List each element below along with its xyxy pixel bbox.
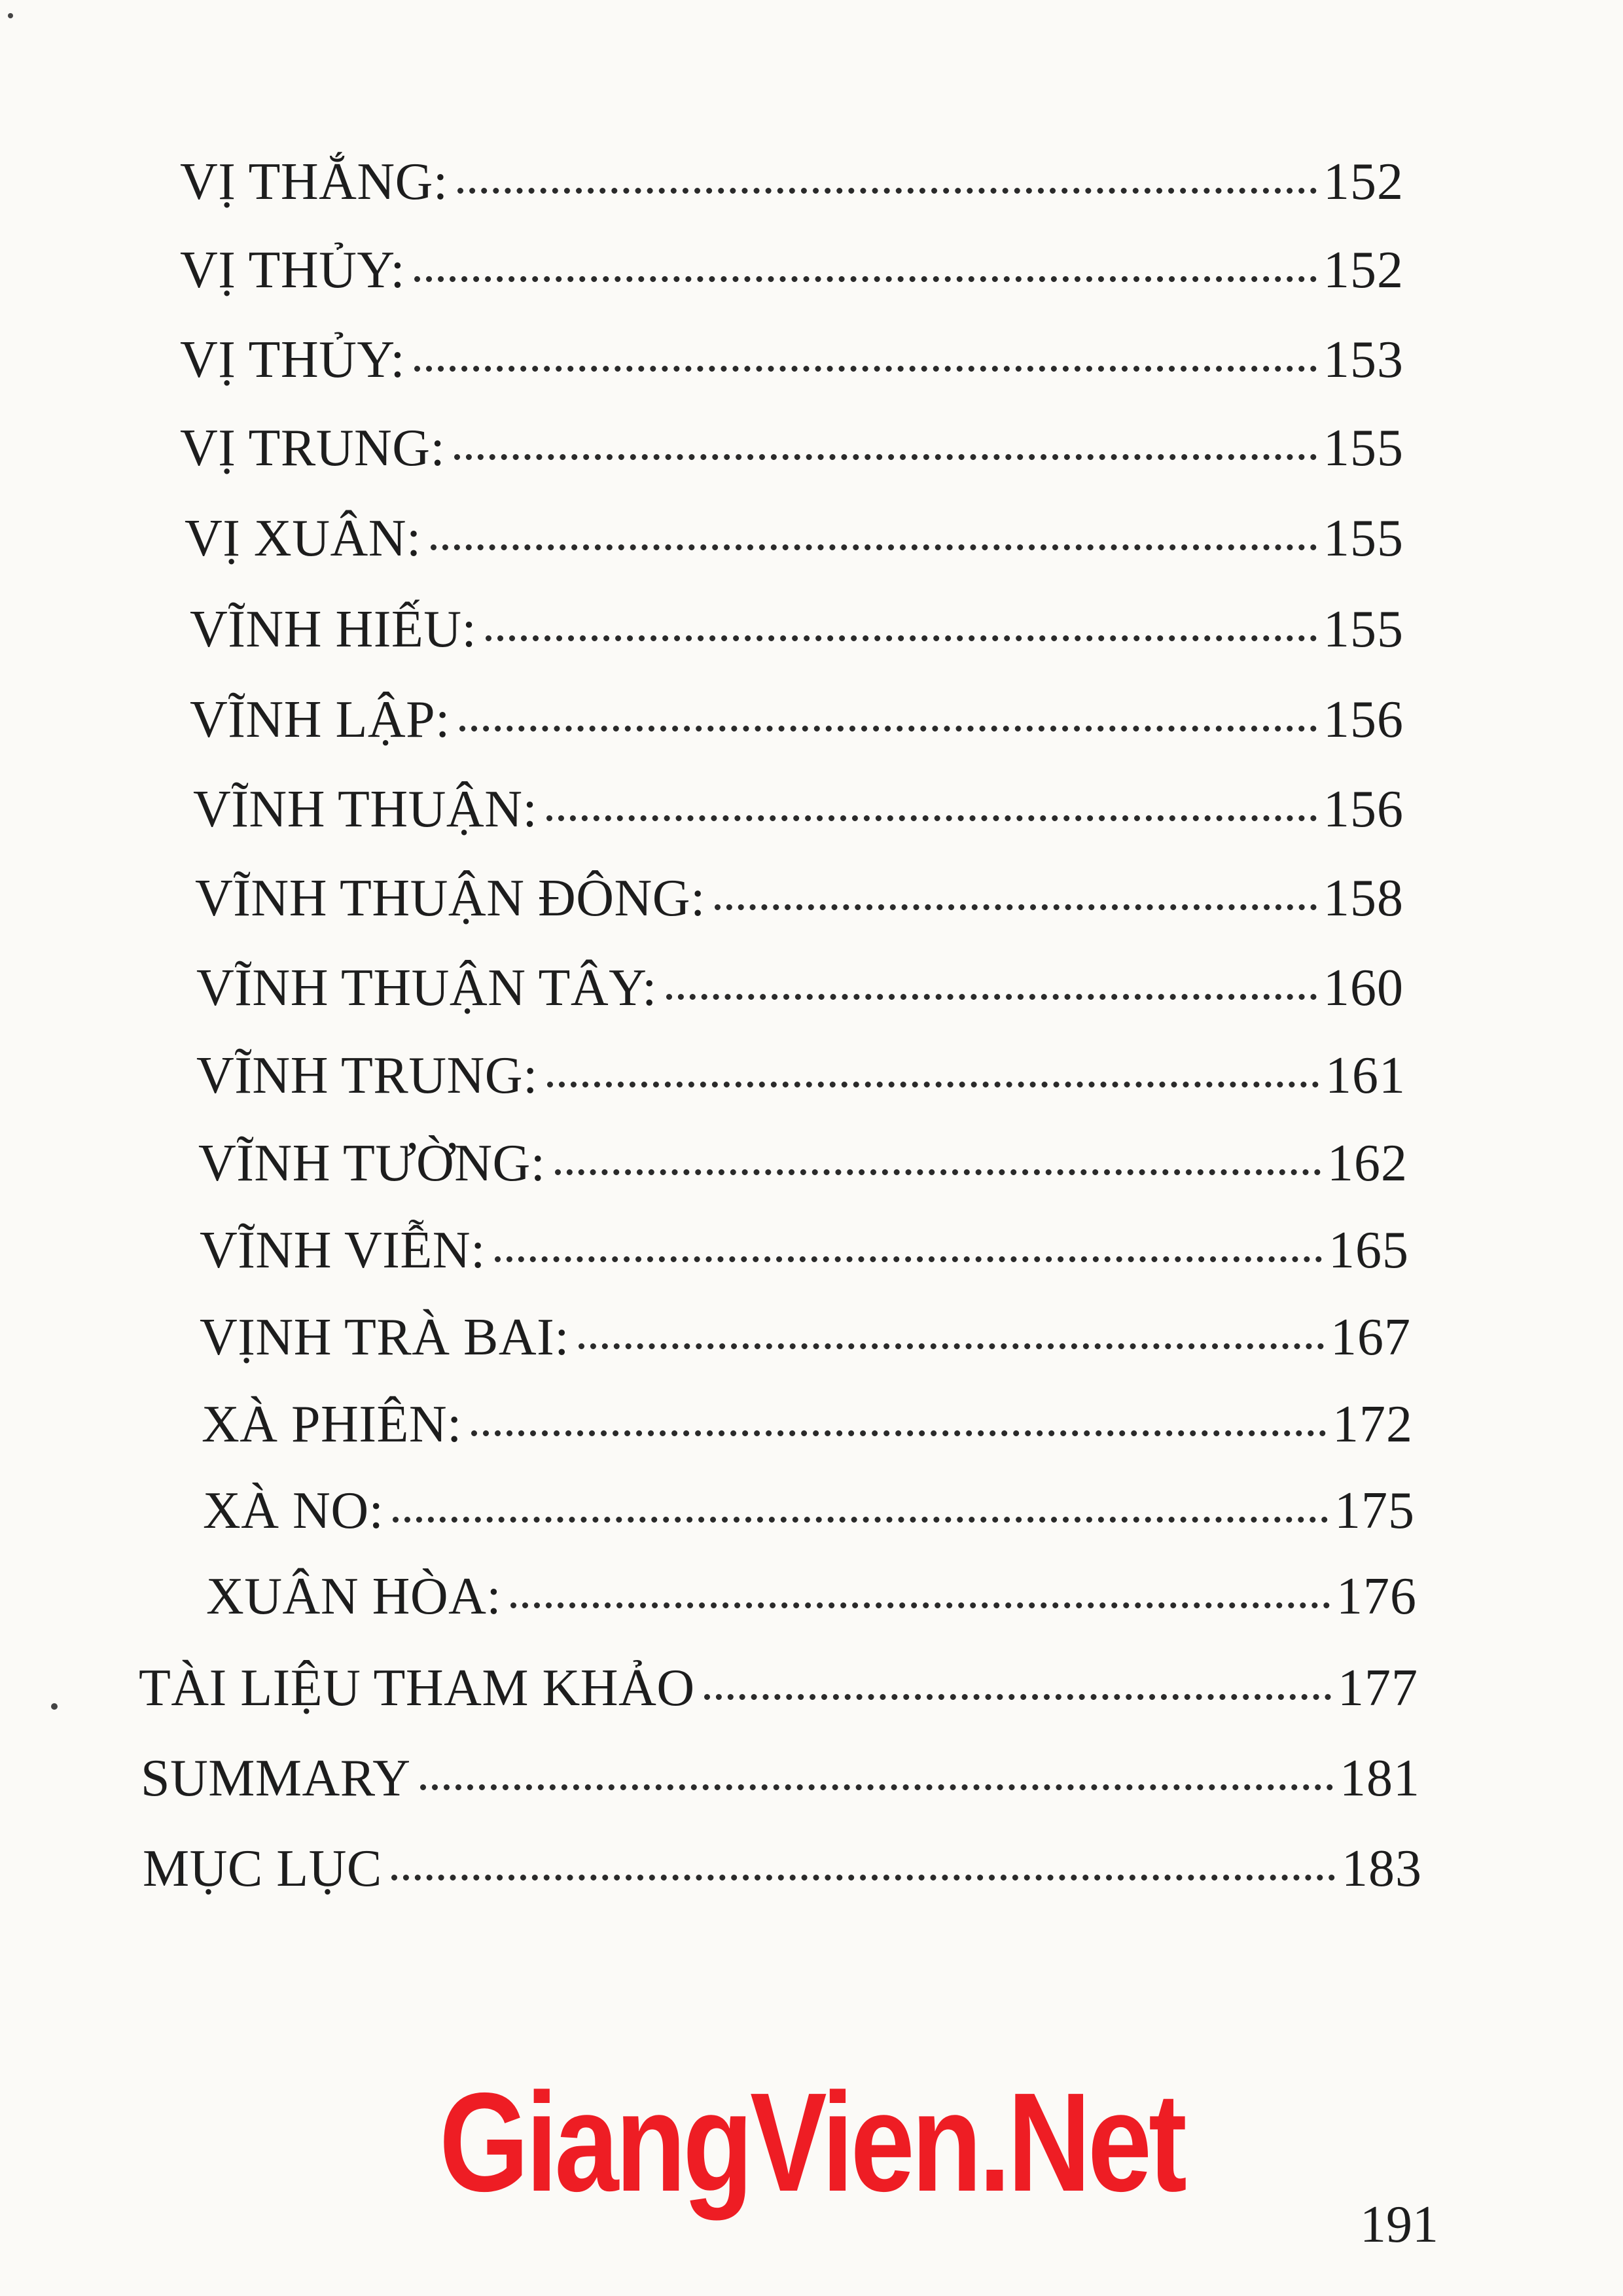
toc-entry-label: TÀI LIỆU THAM KHẢO	[139, 1659, 695, 1717]
toc-entry-label: VĨNH VIỄN:	[200, 1222, 486, 1279]
toc-entry	[206, 1570, 1417, 1633]
toc-entry	[200, 1311, 1411, 1374]
toc-entry-label: VĨNH TRUNG:	[196, 1047, 538, 1104]
toc-entry	[198, 1137, 1408, 1200]
toc-entry-label: VỊ THỦY:	[180, 241, 406, 299]
toc-entry-page: 183	[1342, 1840, 1422, 1898]
toc-entry-label: VỊ THỦY:	[180, 331, 406, 389]
toc-entry	[141, 1752, 1420, 1815]
toc-entry-page: 172	[1332, 1396, 1413, 1453]
toc-leader-dots	[510, 1602, 1330, 1608]
toc-leader-dots	[471, 1430, 1326, 1436]
toc-leader-dots	[579, 1343, 1324, 1349]
toc-entry-label: MỤC LỤC	[143, 1840, 382, 1898]
toc-entry-page: 155	[1323, 419, 1404, 477]
toc-entry	[196, 1047, 1406, 1112]
toc-entry	[202, 1398, 1413, 1461]
toc-entry-page: 162	[1327, 1135, 1408, 1192]
toc-entry-label: SUMMARY	[141, 1750, 411, 1807]
toc-leader-dots	[391, 1875, 1335, 1881]
toc-leader-dots	[715, 904, 1317, 910]
toc-entry	[190, 691, 1404, 756]
toc-leader-dots	[486, 635, 1317, 641]
toc-entry-page: 181	[1340, 1750, 1420, 1807]
toc-leader-dots	[547, 1082, 1319, 1087]
toc-entry-label: VĨNH HIẾU:	[190, 601, 477, 658]
toc-leader-dots	[454, 454, 1317, 460]
toc-leader-dots	[666, 994, 1317, 1000]
toc-leader-dots	[393, 1517, 1328, 1523]
toc-leader-dots	[546, 815, 1317, 821]
toc-entry-page: 155	[1323, 510, 1404, 567]
toc-entry	[193, 783, 1404, 846]
toc-entry	[196, 959, 1404, 1025]
toc-entry-label: VỊ TRUNG:	[180, 419, 446, 477]
toc-entry	[190, 603, 1404, 666]
scan-speck	[8, 13, 13, 18]
toc-entry-page: 156	[1323, 691, 1404, 749]
toc-entry	[180, 241, 1404, 307]
toc-entry-label: VĨNH THUẬN TÂY:	[196, 959, 657, 1017]
toc-leader-dots	[459, 726, 1317, 732]
toc-entry-page: 175	[1334, 1482, 1415, 1540]
toc-leader-dots	[704, 1694, 1331, 1700]
toc-leader-dots	[431, 544, 1317, 550]
toc-entry-label: XÀ NO:	[203, 1482, 384, 1540]
toc-entry	[143, 1840, 1422, 1905]
toc-entry-page: 161	[1325, 1047, 1406, 1104]
toc-entry-page: 152	[1323, 241, 1404, 299]
toc-entry	[200, 1224, 1409, 1287]
toc-entry-page: 176	[1336, 1568, 1417, 1625]
toc-entry	[180, 331, 1404, 397]
toc-entry-page: 153	[1323, 331, 1404, 389]
toc-entry-label: XUÂN HÒA:	[206, 1568, 502, 1625]
toc-entry	[195, 872, 1404, 935]
toc-entry-label: VỊ THẮNG:	[180, 153, 448, 211]
toc-leader-dots	[414, 366, 1317, 372]
toc-entry-label: VĨNH LẬP:	[190, 691, 450, 749]
toc-entry	[139, 1659, 1418, 1725]
toc-entry-page: 167	[1330, 1309, 1411, 1366]
toc-entry-page: 160	[1323, 959, 1404, 1017]
toc-entry	[180, 153, 1404, 219]
toc-entry-label: XÀ PHIÊN:	[202, 1396, 462, 1453]
toc-entry-page: 156	[1323, 781, 1404, 838]
toc-entry-label: VĨNH TƯỜNG:	[198, 1135, 546, 1192]
toc-entry-label: VỊNH TRÀ BAI:	[200, 1309, 570, 1366]
toc-entry-label: VĨNH THUẬN:	[193, 781, 538, 838]
toc-entry	[185, 512, 1404, 575]
toc-entry	[180, 419, 1404, 485]
toc-entry-label: VĨNH THUẬN ĐÔNG:	[195, 870, 705, 927]
watermark: GiangVien.Net	[439, 2063, 1184, 2221]
toc-entry-label: VỊ XUÂN:	[185, 510, 421, 567]
toc-entry-page: 177	[1338, 1659, 1418, 1717]
toc-leader-dots	[420, 1784, 1333, 1790]
toc-leader-dots	[555, 1169, 1321, 1175]
page-number: 191	[1360, 2196, 1438, 2253]
toc-entry-page: 152	[1323, 153, 1404, 211]
toc-entry-page: 165	[1329, 1222, 1409, 1279]
toc-leader-dots	[414, 276, 1317, 282]
toc-leader-dots	[457, 188, 1317, 194]
toc-leader-dots	[495, 1256, 1322, 1262]
scan-speck	[51, 1703, 58, 1710]
toc-entry-page: 158	[1323, 870, 1404, 927]
toc-entry-page: 155	[1323, 601, 1404, 658]
toc-entry	[203, 1482, 1415, 1547]
